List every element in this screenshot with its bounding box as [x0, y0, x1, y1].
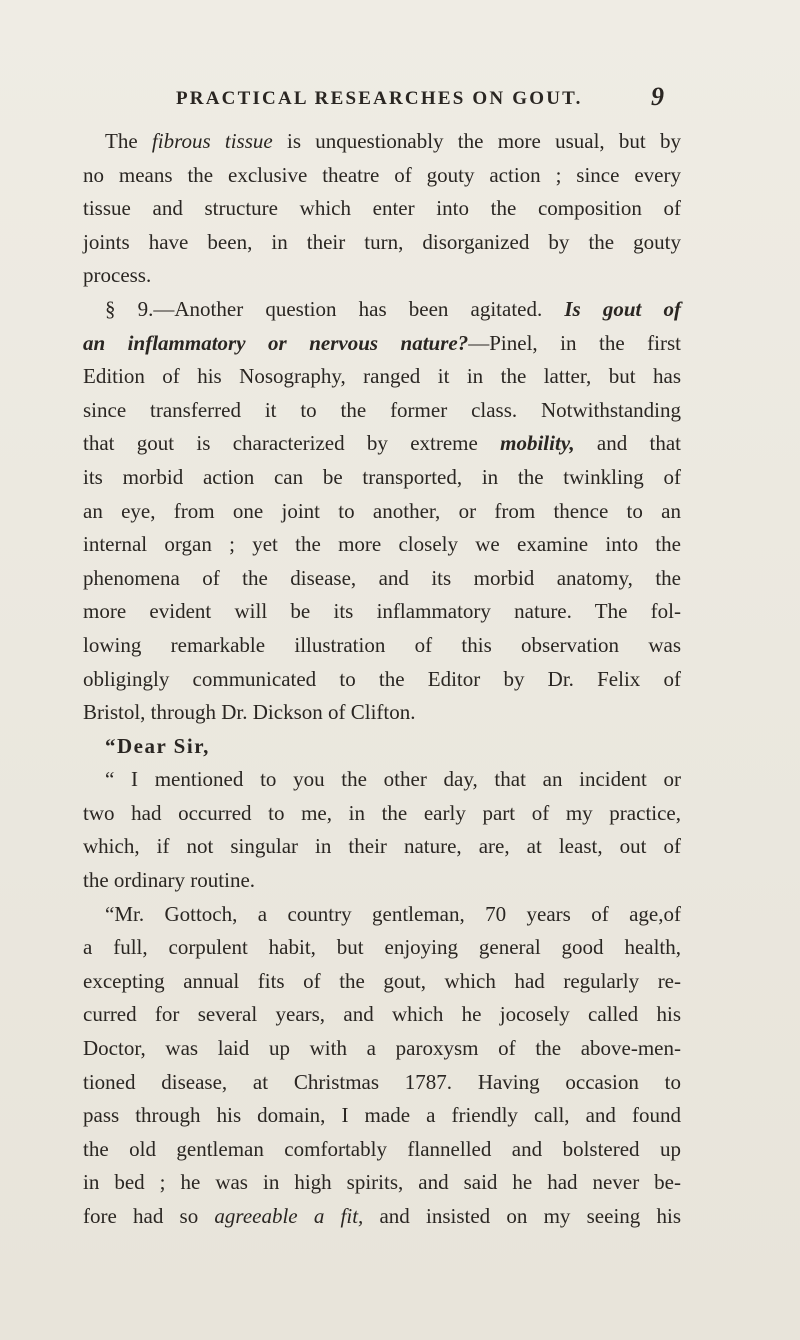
body-text [83, 125, 681, 1234]
text-line: an inflammatory or nervous nature?—Pinel, in the first [83, 330, 681, 355]
text-line: “ I mentioned to you the other day, that an incident or [105, 767, 681, 792]
text-line: The fibrous tissue is unquestionably the more usual, but by [105, 129, 682, 153]
text-line: lowing remarkable illustration of this observation was [83, 632, 681, 657]
text-line: “Mr. Gottoch, a country gentleman, 70 years of age,of [105, 901, 681, 926]
text-line: more evident will be its inflammatory nature. The fol- [83, 599, 681, 624]
text-line: an eye, from one joint to another, or from thence to an [83, 498, 681, 523]
text-line: process. [83, 263, 152, 288]
text-line: phenomena of the disease, and its morbid anatomy, the [83, 565, 681, 590]
text-line: tissue and structure which enter into the composition of [83, 196, 681, 221]
text-line: since transferred it to the former class. Notwithstanding [83, 397, 681, 422]
text-line: in bed ; he was in high spirits, and said he had never be- [83, 1170, 681, 1195]
running-title: PRACTICAL RESEARCHES ON GOUT. [176, 88, 583, 109]
text-line: Doctor, was laid up with a paroxysm of the above-men- [83, 1036, 681, 1061]
text-line: curred for several years, and which he jocosely called his [83, 1002, 681, 1027]
text-line: internal organ ; yet the more closely we examine into the [83, 532, 681, 557]
text-line: a full, corpulent habit, but enjoying general good health, [83, 935, 681, 960]
text-line: that gout is characterized by extreme mobility, and that [83, 431, 682, 456]
text-line: § 9.—Another question has been agitated. Is gout of [105, 296, 681, 321]
text-line: pass through his domain, I made a friendly call, and found [83, 1103, 681, 1128]
text-line: two had occurred to me, in the early part of my practice, [83, 800, 681, 825]
text-line: Bristol, through Dr. Dickson of Clifton. [83, 700, 416, 725]
text-line: no means the exclusive theatre of gouty action ; since every [83, 162, 681, 187]
text-line: Edition of his Nosography, ranged it in the latter, but has [83, 364, 681, 389]
page-header [176, 82, 664, 118]
text-line: tioned disease, at Christmas 1787. Having occasion to [83, 1069, 681, 1094]
text-line: its morbid action can be transported, in the twinkling of [83, 464, 681, 489]
page-number: 9 [651, 82, 664, 111]
text-line: which, if not singular in their nature, are, at least, out of [83, 834, 681, 859]
text-line: the old gentleman comfortably flannelled and bolstered up [83, 1136, 681, 1161]
letter-salutation: “Dear Sir, [105, 733, 210, 758]
text-line: the ordinary routine. [83, 868, 256, 893]
text-line: excepting annual fits of the gout, which had regularly re- [83, 968, 681, 993]
text-line: fore had so agreeable a fit, and insisted on my seeing his [83, 1204, 681, 1228]
text-line: joints have been, in their turn, disorganized by the gouty [83, 229, 681, 254]
text-line: obligingly communicated to the Editor by Dr. Felix of [83, 666, 681, 691]
